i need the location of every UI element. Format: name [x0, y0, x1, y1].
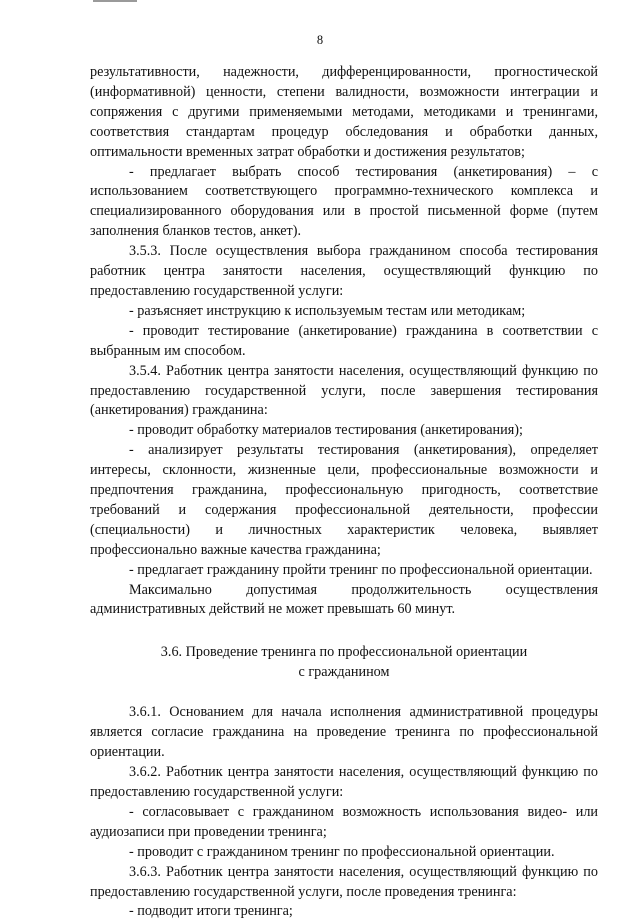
paragraph: 3.5.3. После осуществления выбора гражданином способа тестирования работник центра занятости населения, осуществляющий функцию по предоставлению государственной услуги:	[90, 243, 598, 299]
paragraph: - согласовывает с гражданином возможность использования видео- или аудиозаписи при проведении тренинга;	[90, 803, 598, 840]
paragraph: - разъясняет инструкцию к используемым тестам или методикам;	[129, 302, 526, 319]
paragraph: - предлагает выбрать способ тестирования (анкетирования) – с использованием соответствующего программно-технического комплекса и специализированного оборудования или в простой письменной форме (путем заполнения бланков тестов, анкет).	[90, 163, 598, 240]
paragraph: - предлагает гражданину пройти тренинг по профессиональной ориентации.	[129, 561, 593, 578]
paragraph: - проводит тестирование (анкетирование) гражданина в соответствии с выбранным им способом.	[90, 322, 598, 359]
paragraph: - анализирует результаты тестирования (анкетирования), определяет интересы, склонности, жизненные цели, профессиональные возможности и предпочтения гражданина, профессиональную пригодность, соответствие требований и содержания профессиональной деятельности, профессии (специальности) и личностных характеристик человека, выявляет профессионально важные качества гражданина;	[90, 442, 598, 558]
paragraph: - проводит с гражданином тренинг по профессиональной ориентации.	[129, 843, 555, 860]
section-heading-line: с гражданином	[298, 664, 390, 681]
paragraph: 3.5.4. Работник центра занятости населения, осуществляющий функцию по предоставлению государственной услуги, после завершения тестирования (анкетирования) гражданина:	[90, 362, 598, 419]
paragraph: - подводит итоги тренинга;	[129, 903, 293, 920]
paragraph: 3.6.3. Работник центра занятости населения, осуществляющий функцию по предоставлению государственной услуги, после проведения тренинга:	[90, 863, 598, 900]
top-edge-mark	[93, 0, 137, 2]
paragraph: результативности, надежности, дифференцированности, прогностической (информативной) ценности, степени валидности, возможности интеграции и сопряжения с другими применяемыми методами, методиками и тренингами, соответствия стандартам процедур обследования и обработки данных, оптимальности временных затрат обработки и достижения результатов;	[90, 64, 598, 160]
section-heading-line: 3.6. Проведение тренинга по профессиональной ориентации	[160, 644, 528, 661]
document-body	[90, 63, 598, 922]
page-number: 8	[316, 33, 324, 47]
paragraph: - проводит обработку материалов тестирования (анкетирования);	[129, 422, 523, 439]
section-heading	[90, 642, 598, 682]
paragraph: Максимально допустимая продолжительность осуществления административных действий не может превышать 60 минут.	[90, 581, 598, 618]
paragraph: 3.6.2. Работник центра занятости населения, осуществляющий функцию по предоставлению государственной услуги:	[90, 764, 598, 800]
paragraph: 3.6.1. Основанием для начала исполнения административной процедуры является согласие гражданина на проведение тренинга по профессиональной ориентации.	[90, 704, 598, 761]
